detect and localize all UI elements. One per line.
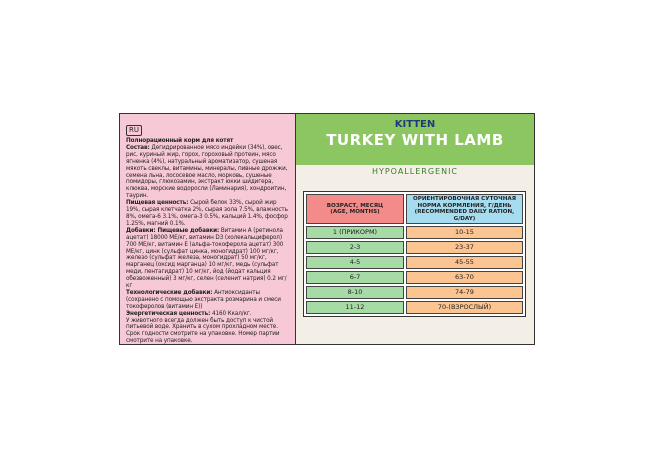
age-header-line: ВОЗРАСТ, МЕСЯЦ — [326, 202, 384, 209]
nutrition-label: Пищевая ценность: — [126, 199, 189, 207]
table-row — [306, 286, 523, 299]
energy-label: Энергетическая ценность: — [126, 309, 211, 317]
age-cell: 4-5 — [306, 256, 404, 269]
table-row — [306, 301, 523, 314]
table-row — [306, 241, 523, 254]
ration-cell: 45-55 — [406, 256, 523, 269]
composition-label: Состав: — [126, 143, 150, 151]
feeding-panel — [296, 114, 534, 344]
ration-cell: 10-15 — [406, 226, 523, 239]
nutrition-text: Сырой белок 33%, сырой жир 19%, сырая клетчатка 2%, сырая зола 7.5%, влажность 8%, омега-6 3.1%, омега-3 0.5%, кальций 1.4%, фосфор 1.25%, магний 0.1%. — [126, 199, 288, 227]
product-title: TURKEY WITH LAMB — [326, 131, 504, 149]
additives-label: Добавки: Пищевые добавки: — [126, 226, 220, 234]
table-row — [306, 271, 523, 284]
product-description: Полнорационный корм для котят — [126, 137, 234, 144]
ration-cell: 63-70 — [406, 271, 523, 284]
ration-cell: 70-(ВЗРОСЛЫЙ) — [406, 301, 523, 314]
age-cell: 11-12 — [306, 301, 404, 314]
language-badge: RU — [126, 125, 142, 136]
tech-additives-text: Антиоксиданты (сохранено с помощью экстракта розмарина и смеси токоферолов (витамин Е)) — [126, 288, 281, 310]
energy-text: 4160 Ккал/кг. — [211, 309, 252, 317]
ration-header-line: (RECOMMENDED DAILY RATION, G/DAY) — [414, 209, 515, 222]
ration-column-header — [406, 194, 523, 224]
product-subtitle: HYPOALLERGENIC — [296, 165, 534, 179]
composition-text: Дегидрированное мясо индейки (34%), овес, рис, куриный жир, горох, гороховый протеин, мясо ягненка (4%), натуральный ароматизатор, сушеная мякоть свеклы, витамины, минералы, пивные дрожжи, семена льна, лососевое масло, морковь, сушеные помидоры, глюкозамин, экстракт юкки шидигера, клюква, морские водоросли (Ламинария), хондроитин, таурин. — [126, 143, 288, 200]
ration-header-line: НОРМА КОРМЛЕНИЯ, Г/ДЕНЬ — [417, 202, 512, 209]
age-cell: 1 (ПРИКОРМ) — [306, 226, 404, 239]
storage-text: У животного всегда должен быть доступ к чистой питьевой воде. Хранить в сухом прохладном месте. Срок годности смотрите на упаковке. Номер партии смотрите на упаковке. — [126, 316, 280, 345]
table-row — [306, 256, 523, 269]
table-row — [306, 226, 523, 239]
ration-cell: 74-79 — [406, 286, 523, 299]
age-column-header — [306, 194, 404, 224]
age-cell: 6-7 — [306, 271, 404, 284]
russian-info-panel — [120, 114, 296, 344]
age-header-line: (AGE, MONTHS) — [330, 209, 380, 215]
table-header-row — [306, 194, 523, 224]
product-label — [119, 113, 535, 345]
additives-text: Витамин А (ретинола ацетат) 18000 МЕ/кг, витамин D3 (холекальциферол) 700 МЕ/кг, витамин Е (альфа-токоферола ацетат) 300 МЕ/кг, цинк (сульфат цинка, моногидрат) 100 мг/кг, железо (сульфат железа, моногидрат) 50 мг/кг, марганец (оксид марганца) 10 мг/кг, медь (сульфат меди, пентагидрат) 10 мг/кг, йод (йодат кальция обезвоженный) 3 мг/кг, селен (селенит натрия) 0.2 мг/кг — [126, 226, 287, 290]
product-header — [296, 114, 534, 165]
ration-header-line: ОРИЕНТИРОВОЧНАЯ СУТОЧНАЯ — [412, 196, 517, 202]
age-cell: 8-10 — [306, 286, 404, 299]
feeding-table — [303, 191, 526, 317]
kitten-title: KITTEN — [394, 119, 436, 130]
ration-cell: 23-37 — [406, 241, 523, 254]
age-cell: 2-3 — [306, 241, 404, 254]
tech-additives-label: Технологические добавки: — [126, 288, 213, 296]
russian-text-block — [126, 138, 291, 345]
